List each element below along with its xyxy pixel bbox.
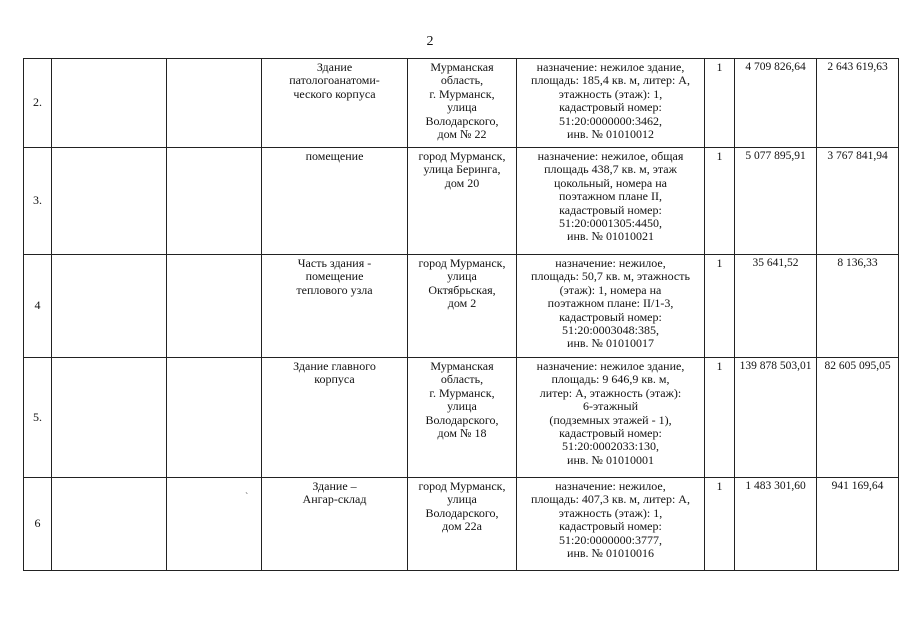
- page-number: 2: [426, 34, 434, 49]
- quantity-cell: 1: [705, 478, 735, 571]
- description-cell: назначение: нежилое здание, площадь: 185,4 кв. м, литер: А, этажность (этаж): 1, кадастровый номер: 51:20:0000000:3462, инв. № 01010012: [517, 59, 705, 148]
- empty-cell: [167, 59, 262, 148]
- book-value-cell: 1 483 301,60: [735, 478, 817, 571]
- table-row: [24, 478, 899, 571]
- address-cell: город Мурманск, улица Володарского, дом 22а: [408, 478, 517, 571]
- empty-cell: [52, 59, 167, 148]
- quantity-cell: 1: [705, 148, 735, 255]
- quantity-cell: 1: [705, 358, 735, 478]
- empty-cell: [167, 358, 262, 478]
- book-value-cell: 139 878 503,01: [735, 358, 817, 478]
- empty-cell: [167, 255, 262, 358]
- residual-value-cell: 8 136,33: [817, 255, 899, 358]
- book-value-cell: 5 077 895,91: [735, 148, 817, 255]
- empty-cell: [52, 358, 167, 478]
- scan-mark: `: [245, 492, 249, 503]
- quantity-cell: 1: [705, 59, 735, 148]
- row-number-cell: 4: [24, 255, 52, 358]
- address-cell: Мурманская область, г. Мурманск, улица Володарского, дом № 22: [408, 59, 517, 148]
- object-name-cell: Здание главного корпуса: [262, 358, 408, 478]
- row-number-cell: 6: [24, 478, 52, 571]
- object-name-cell: Здание – Ангар-склад: [262, 478, 408, 571]
- empty-cell: [52, 478, 167, 571]
- empty-cell: [52, 255, 167, 358]
- table-row: [24, 59, 899, 148]
- row-number-cell: 3.: [24, 148, 52, 255]
- residual-value-cell: 941 169,64: [817, 478, 899, 571]
- object-name-cell: помещение: [262, 148, 408, 255]
- property-table: [23, 58, 899, 571]
- empty-cell: [167, 148, 262, 255]
- row-number-cell: 2.: [24, 59, 52, 148]
- description-cell: назначение: нежилое, площадь: 50,7 кв. м, этажность (этаж): 1, номера на поэтажном плане: II/1-3, кадастровый номер: 51:20:0003048:385, инв. № 01010017: [517, 255, 705, 358]
- address-cell: Мурманская область, г. Мурманск, улица Володарского, дом № 18: [408, 358, 517, 478]
- quantity-cell: 1: [705, 255, 735, 358]
- table-row: [24, 148, 899, 255]
- address-cell: город Мурманск, улица Беринга, дом 20: [408, 148, 517, 255]
- residual-value-cell: 82 605 095,05: [817, 358, 899, 478]
- table-row: [24, 255, 899, 358]
- object-name-cell: Часть здания - помещение теплового узла: [262, 255, 408, 358]
- address-cell: город Мурманск, улица Октябрьская, дом 2: [408, 255, 517, 358]
- row-number-cell: 5.: [24, 358, 52, 478]
- description-cell: назначение: нежилое, площадь: 407,3 кв. м, литер: А, этажность (этаж): 1, кадастровый номер: 51:20:0000000:3777, инв. № 01010016: [517, 478, 705, 571]
- empty-cell: [52, 148, 167, 255]
- description-cell: назначение: нежилое здание, площадь: 9 646,9 кв. м, литер: А, этажность (этаж): 6-этажный (подземных этажей - 1), кадастровый номер: 51:20:0002033:130, инв. № 01010001: [517, 358, 705, 478]
- book-value-cell: 35 641,52: [735, 255, 817, 358]
- residual-value-cell: 2 643 619,63: [817, 59, 899, 148]
- description-cell: назначение: нежилое, общая площадь 438,7 кв. м, этаж цокольный, номера на поэтажном плане II, кадастровый номер: 51:20:0001305:4450, инв. № 01010021: [517, 148, 705, 255]
- object-name-cell: Здание патологоанатоми- ческого корпуса: [262, 59, 408, 148]
- book-value-cell: 4 709 826,64: [735, 59, 817, 148]
- table-row: [24, 358, 899, 478]
- residual-value-cell: 3 767 841,94: [817, 148, 899, 255]
